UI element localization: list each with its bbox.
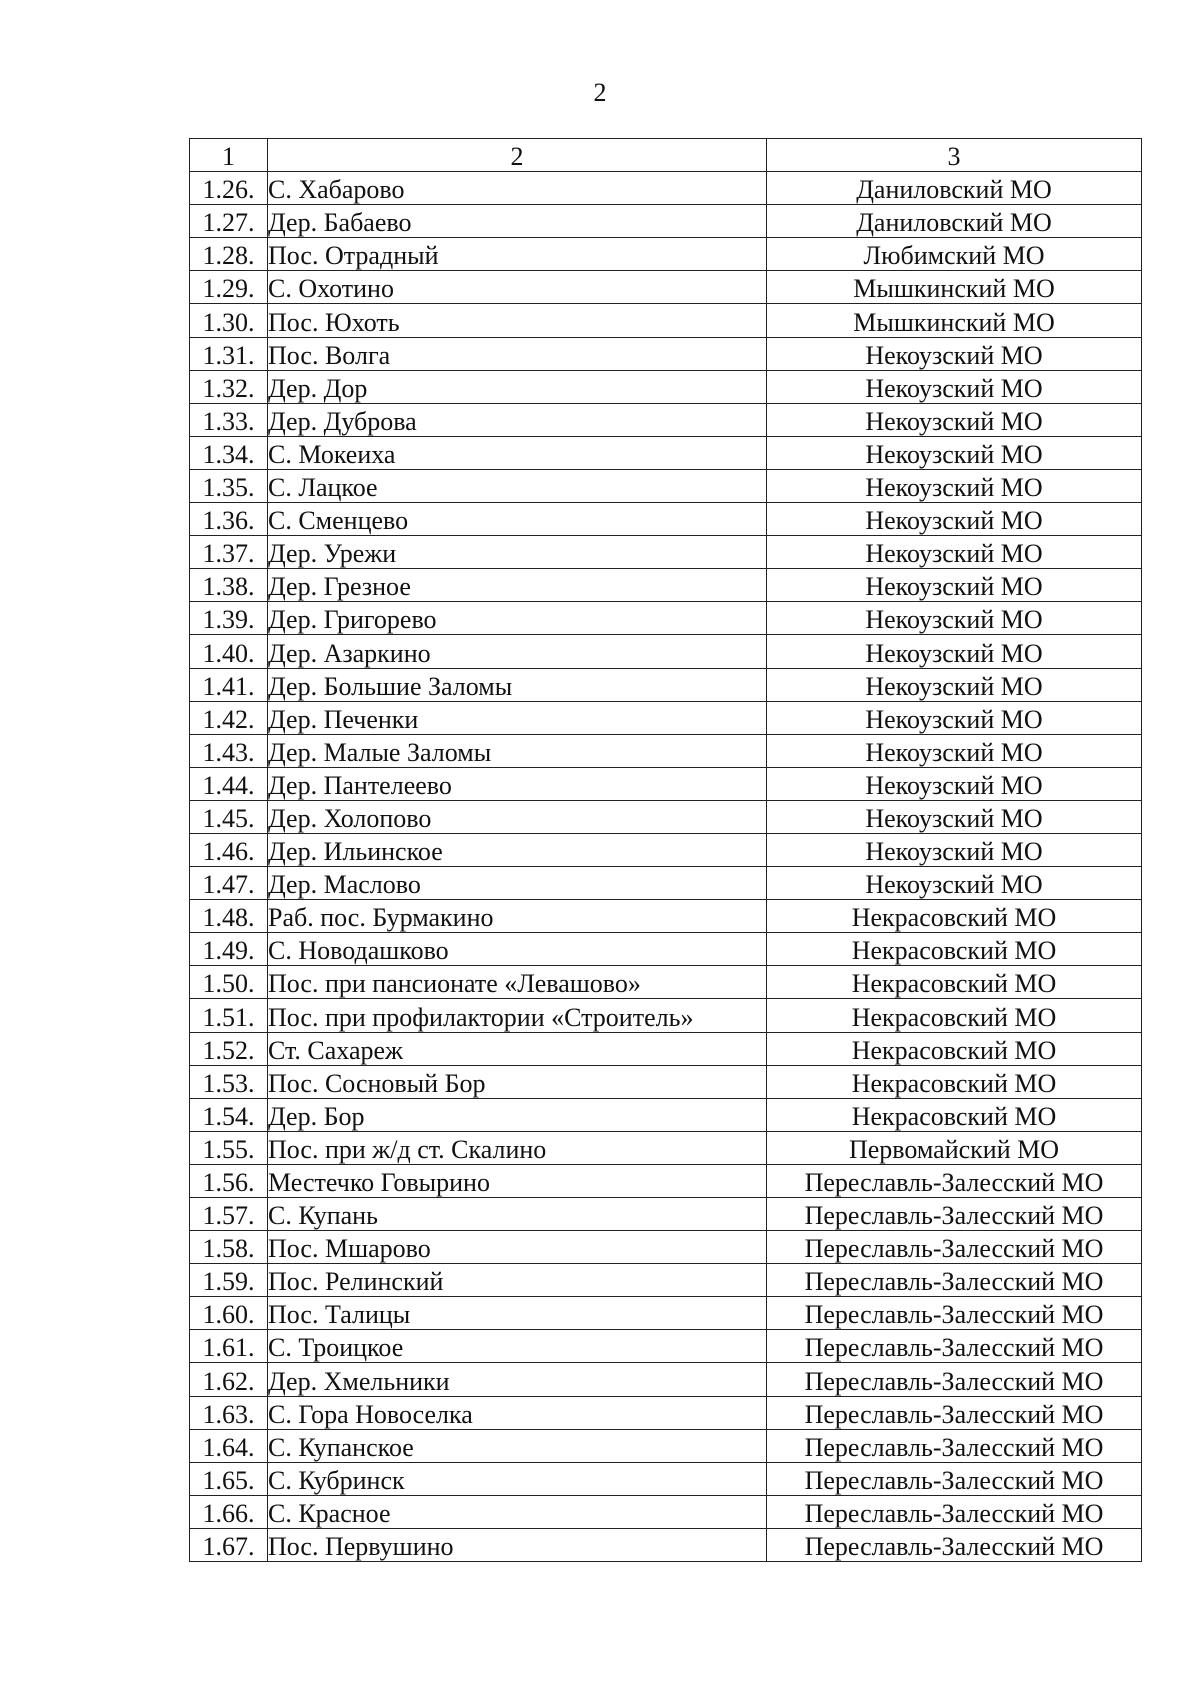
municipality-cell: Переславль-Залесский МО: [767, 1429, 1142, 1462]
row-number-cell: 1.58.: [190, 1231, 268, 1264]
municipality-cell: Некоузский МО: [767, 469, 1142, 502]
municipality-cell: Мышкинский МО: [767, 271, 1142, 304]
table-row: [190, 1495, 1142, 1528]
municipality-cell: Некоузский МО: [767, 833, 1142, 866]
table-row: [190, 403, 1142, 436]
municipality-cell: Некрасовский МО: [767, 999, 1142, 1032]
row-number-cell: 1.66.: [190, 1495, 268, 1528]
settlement-name-cell: Дер. Пантелеево: [268, 767, 767, 800]
municipality-cell: Переславль-Залесский МО: [767, 1528, 1142, 1561]
row-number-cell: 1.64.: [190, 1429, 268, 1462]
settlements-table: [189, 138, 1142, 1562]
table-row: [190, 734, 1142, 767]
row-number-cell: 1.54.: [190, 1098, 268, 1131]
row-number-cell: 1.52.: [190, 1032, 268, 1065]
table-row: [190, 1396, 1142, 1429]
municipality-cell: Переславль-Залесский МО: [767, 1330, 1142, 1363]
row-number-cell: 1.51.: [190, 999, 268, 1032]
table-row: [190, 701, 1142, 734]
row-number-cell: 1.29.: [190, 271, 268, 304]
row-number-cell: 1.30.: [190, 304, 268, 337]
table-row: [190, 503, 1142, 536]
row-number-cell: 1.37.: [190, 536, 268, 569]
table-row: [190, 337, 1142, 370]
municipality-cell: Переславль-Залесский МО: [767, 1495, 1142, 1528]
table-row: [190, 569, 1142, 602]
municipality-cell: Некоузский МО: [767, 436, 1142, 469]
table-row: [190, 999, 1142, 1032]
row-number-cell: 1.36.: [190, 503, 268, 536]
municipality-cell: Некоузский МО: [767, 800, 1142, 833]
settlement-name-cell: Пос. Отрадный: [268, 238, 767, 271]
table-row: [190, 1164, 1142, 1197]
settlement-name-cell: Дер. Ильинское: [268, 833, 767, 866]
table-row: [190, 767, 1142, 800]
municipality-cell: Некоузский МО: [767, 569, 1142, 602]
settlement-name-cell: С. Троицкое: [268, 1330, 767, 1363]
municipality-cell: Переславль-Залесский МО: [767, 1198, 1142, 1231]
table-row: [190, 933, 1142, 966]
row-number-cell: 1.27.: [190, 205, 268, 238]
table-row: [190, 238, 1142, 271]
municipality-cell: Некоузский МО: [767, 767, 1142, 800]
table-row: [190, 867, 1142, 900]
row-number-cell: 1.46.: [190, 833, 268, 866]
table-row: [190, 1065, 1142, 1098]
table-row: [190, 1198, 1142, 1231]
row-number-cell: 1.28.: [190, 238, 268, 271]
settlement-name-cell: Пос. Релинский: [268, 1264, 767, 1297]
table-row: [190, 635, 1142, 668]
row-number-cell: 1.65.: [190, 1462, 268, 1495]
settlement-name-cell: Пос. при пансионате «Левашово»: [268, 966, 767, 999]
table-row: [190, 1264, 1142, 1297]
table-row: [190, 370, 1142, 403]
municipality-cell: Некоузский МО: [767, 701, 1142, 734]
settlement-name-cell: С. Кубринск: [268, 1462, 767, 1495]
column-header-number: 1: [190, 139, 268, 172]
settlement-name-cell: С. Лацкое: [268, 469, 767, 502]
row-number-cell: 1.26.: [190, 172, 268, 205]
table-body: [190, 172, 1142, 1562]
row-number-cell: 1.31.: [190, 337, 268, 370]
row-number-cell: 1.57.: [190, 1198, 268, 1231]
table-row: [190, 1098, 1142, 1131]
municipality-cell: Некоузский МО: [767, 503, 1142, 536]
row-number-cell: 1.44.: [190, 767, 268, 800]
row-number-cell: 1.62.: [190, 1363, 268, 1396]
table-row: [190, 172, 1142, 205]
table-row: [190, 1032, 1142, 1065]
table-row: [190, 436, 1142, 469]
municipality-cell: Некрасовский МО: [767, 966, 1142, 999]
municipality-cell: Некрасовский МО: [767, 1065, 1142, 1098]
page-number: 2: [593, 78, 607, 107]
row-number-cell: 1.55.: [190, 1131, 268, 1164]
municipality-cell: Некоузский МО: [767, 602, 1142, 635]
settlement-name-cell: С. Купань: [268, 1198, 767, 1231]
settlement-name-cell: Раб. пос. Бурмакино: [268, 900, 767, 933]
settlement-name-cell: Пос. Талицы: [268, 1297, 767, 1330]
municipality-cell: Некоузский МО: [767, 403, 1142, 436]
row-number-cell: 1.56.: [190, 1164, 268, 1197]
settlement-name-cell: Дер. Большие Заломы: [268, 668, 767, 701]
settlement-name-cell: Пос. при профилактории «Строитель»: [268, 999, 767, 1032]
settlement-name-cell: С. Купанское: [268, 1429, 767, 1462]
table-row: [190, 1363, 1142, 1396]
settlement-name-cell: Дер. Григорево: [268, 602, 767, 635]
table-row: [190, 304, 1142, 337]
municipality-cell: Некоузский МО: [767, 635, 1142, 668]
municipality-cell: Некоузский МО: [767, 370, 1142, 403]
row-number-cell: 1.50.: [190, 966, 268, 999]
municipality-cell: Даниловский МО: [767, 172, 1142, 205]
table-row: [190, 536, 1142, 569]
settlement-name-cell: Ст. Сахареж: [268, 1032, 767, 1065]
row-number-cell: 1.34.: [190, 436, 268, 469]
municipality-cell: Некрасовский МО: [767, 1032, 1142, 1065]
municipality-cell: Переславль-Залесский МО: [767, 1264, 1142, 1297]
row-number-cell: 1.48.: [190, 900, 268, 933]
settlement-name-cell: Пос. Юхоть: [268, 304, 767, 337]
settlement-name-cell: Пос. Волга: [268, 337, 767, 370]
table-row: [190, 602, 1142, 635]
row-number-cell: 1.53.: [190, 1065, 268, 1098]
row-number-cell: 1.35.: [190, 469, 268, 502]
settlement-name-cell: Местечко Говырино: [268, 1164, 767, 1197]
settlement-name-cell: Дер. Дор: [268, 370, 767, 403]
table-row: [190, 1231, 1142, 1264]
row-number-cell: 1.47.: [190, 867, 268, 900]
municipality-cell: Переславль-Залесский МО: [767, 1231, 1142, 1264]
municipality-cell: Некоузский МО: [767, 734, 1142, 767]
municipality-cell: Переславль-Залесский МО: [767, 1297, 1142, 1330]
municipality-cell: Некрасовский МО: [767, 933, 1142, 966]
settlement-name-cell: Пос. Первушино: [268, 1528, 767, 1561]
municipality-cell: Переславль-Залесский МО: [767, 1462, 1142, 1495]
row-number-cell: 1.63.: [190, 1396, 268, 1429]
row-number-cell: 1.67.: [190, 1528, 268, 1561]
municipality-cell: Некоузский МО: [767, 536, 1142, 569]
table-row: [190, 966, 1142, 999]
settlement-name-cell: Дер. Урежи: [268, 536, 767, 569]
column-header-municipality: 3: [767, 139, 1142, 172]
table-row: [190, 668, 1142, 701]
municipality-cell: Даниловский МО: [767, 205, 1142, 238]
municipality-cell: Некоузский МО: [767, 867, 1142, 900]
row-number-cell: 1.43.: [190, 734, 268, 767]
settlement-name-cell: С. Новодашково: [268, 933, 767, 966]
settlement-name-cell: Пос. Сосновый Бор: [268, 1065, 767, 1098]
settlement-name-cell: Дер. Маслово: [268, 867, 767, 900]
settlement-name-cell: Пос. Мшарово: [268, 1231, 767, 1264]
row-number-cell: 1.33.: [190, 403, 268, 436]
settlement-name-cell: С. Охотино: [268, 271, 767, 304]
settlement-name-cell: Дер. Дуброва: [268, 403, 767, 436]
table-row: [190, 469, 1142, 502]
table-row: [190, 271, 1142, 304]
municipality-cell: Некрасовский МО: [767, 900, 1142, 933]
settlement-name-cell: Дер. Холопово: [268, 800, 767, 833]
row-number-cell: 1.38.: [190, 569, 268, 602]
table-row: [190, 1528, 1142, 1561]
row-number-cell: 1.60.: [190, 1297, 268, 1330]
settlement-name-cell: С. Мокеиха: [268, 436, 767, 469]
municipality-cell: Некоузский МО: [767, 337, 1142, 370]
settlement-name-cell: Дер. Азаркино: [268, 635, 767, 668]
settlement-name-cell: Пос. при ж/д ст. Скалино: [268, 1131, 767, 1164]
settlement-name-cell: Дер. Бор: [268, 1098, 767, 1131]
settlement-name-cell: Дер. Бабаево: [268, 205, 767, 238]
row-number-cell: 1.45.: [190, 800, 268, 833]
municipality-cell: Первомайский МО: [767, 1131, 1142, 1164]
table-row: [190, 1131, 1142, 1164]
municipality-cell: Любимский МО: [767, 238, 1142, 271]
settlement-name-cell: С. Красное: [268, 1495, 767, 1528]
table-row: [190, 1429, 1142, 1462]
municipality-cell: Переславль-Залесский МО: [767, 1164, 1142, 1197]
table-row: [190, 1330, 1142, 1363]
municipality-cell: Мышкинский МО: [767, 304, 1142, 337]
row-number-cell: 1.61.: [190, 1330, 268, 1363]
table-row: [190, 205, 1142, 238]
settlement-name-cell: С. Гора Новоселка: [268, 1396, 767, 1429]
table-row: [190, 900, 1142, 933]
settlement-name-cell: С. Сменцево: [268, 503, 767, 536]
column-header-settlement: 2: [268, 139, 767, 172]
municipality-cell: Переславль-Залесский МО: [767, 1396, 1142, 1429]
table-row: [190, 833, 1142, 866]
municipality-cell: Переславль-Залесский МО: [767, 1363, 1142, 1396]
municipality-cell: Некрасовский МО: [767, 1098, 1142, 1131]
settlement-name-cell: Дер. Печенки: [268, 701, 767, 734]
row-number-cell: 1.49.: [190, 933, 268, 966]
row-number-cell: 1.39.: [190, 602, 268, 635]
table-header-row: [190, 139, 1142, 172]
settlement-name-cell: Дер. Малые Заломы: [268, 734, 767, 767]
settlement-name-cell: С. Хабарово: [268, 172, 767, 205]
table-row: [190, 1297, 1142, 1330]
row-number-cell: 1.42.: [190, 701, 268, 734]
row-number-cell: 1.41.: [190, 668, 268, 701]
row-number-cell: 1.40.: [190, 635, 268, 668]
settlement-name-cell: Дер. Хмельники: [268, 1363, 767, 1396]
settlement-name-cell: Дер. Грезное: [268, 569, 767, 602]
municipality-cell: Некоузский МО: [767, 668, 1142, 701]
table-row: [190, 1462, 1142, 1495]
row-number-cell: 1.59.: [190, 1264, 268, 1297]
row-number-cell: 1.32.: [190, 370, 268, 403]
table-row: [190, 800, 1142, 833]
